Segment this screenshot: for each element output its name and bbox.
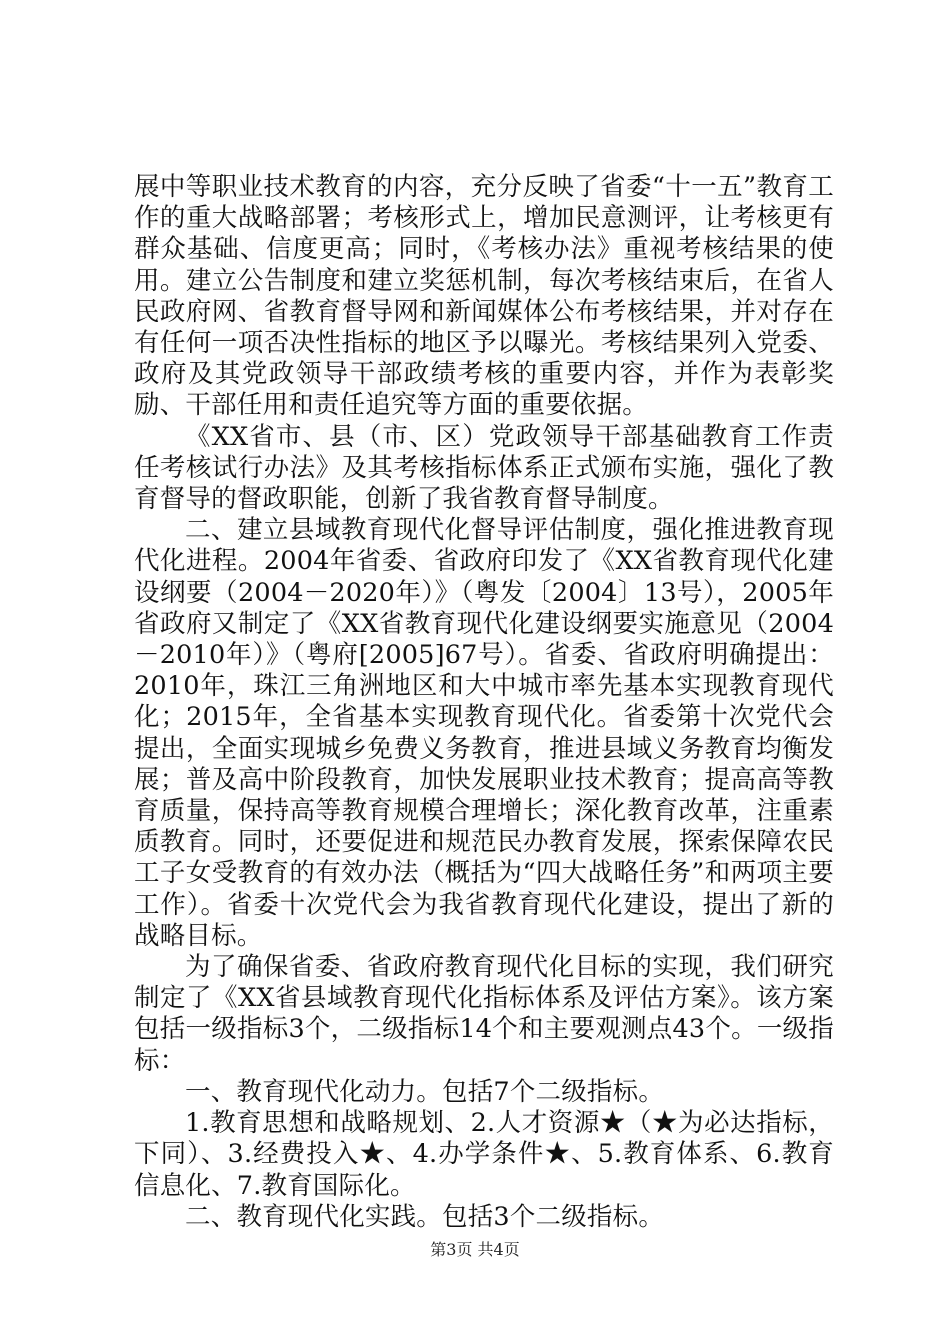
paragraph-4: 为了确保省委、省政府教育现代化目标的实现，我们研究制定了《XX省县域教育现代化指标体系及评估方案》。该方案包括一级指标3个，二级指标14个和主要观测点43个。一级指标： [134,952,834,1076]
paragraph-2: 《XX省市、县（市、区）党政领导干部基础教育工作责任考核试行办法》及其考核指标体系正式颁布实施，强化了教育督导的督政职能，创新了我省教育督导制度。 [134,421,834,515]
paragraph-1: 展中等职业技术教育的内容，充分反映了省委“十一五”教育工作的重大战略部署；考核形式上，增加民意测评，让考核更有群众基础、信度更高；同时，《考核办法》重视考核结果的使用。建立公告制度和建立奖惩机制，每次考核结束后，在省人民政府网、省教育督导网和新闻媒体公布考核结果，并对存在有任何一项否决性指标的地区予以曝光。考核结果列入党委、政府及其党政领导干部政绩考核的重要内容，并作为表彰奖励、干部任用和责任追究等方面的重要依据。 [134,172,834,421]
page-footer: 第3页 共4页 [430,1240,520,1259]
paragraph-6: 1.教育思想和战略规划、2.人才资源★（★为必达指标，下同）、3.经费投入★、4.办学条件★、5.教育体系、6.教育信息化、7.教育国际化。 [134,1108,834,1201]
paragraph-5: 一、教育现代化动力。包括7个二级指标。 [185,1076,665,1107]
paragraph-7: 二、教育现代化实践。包括3个二级指标。 [185,1201,665,1232]
paragraph-3: 二、建立县域教育现代化督导评估制度，强化推进教育现代化进程。2004年省委、省政府印发了《XX省教育现代化建设纲要（2004－2020年）》（粤发〔2004〕13号），2005年省政府又制定了《XX省教育现代化建设纲要实施意见（2004－2010年）》（粤府[2005]67号）。省委、省政府明确提出：2010年，珠江三角洲地区和大中城市率先基本实现教育现代化；2015年，全省基本实现教育现代化。省委第十次党代会提出，全面实现城乡免费义务教育，推进县域义务教育均衡发展；普及高中阶段教育，加快发展职业技术教育；提高高等教育质量，保持高等教育规模合理增长；深化教育改革，注重素质教育。同时，还要促进和规范民办教育发展，探索保障农民工子女受教育的有效办法（概括为“四大战略任务”和两项主要工作）。省委十次党代会为我省教育现代化建设，提出了新的战略目标。 [134,515,834,951]
document-body [134,172,834,1233]
